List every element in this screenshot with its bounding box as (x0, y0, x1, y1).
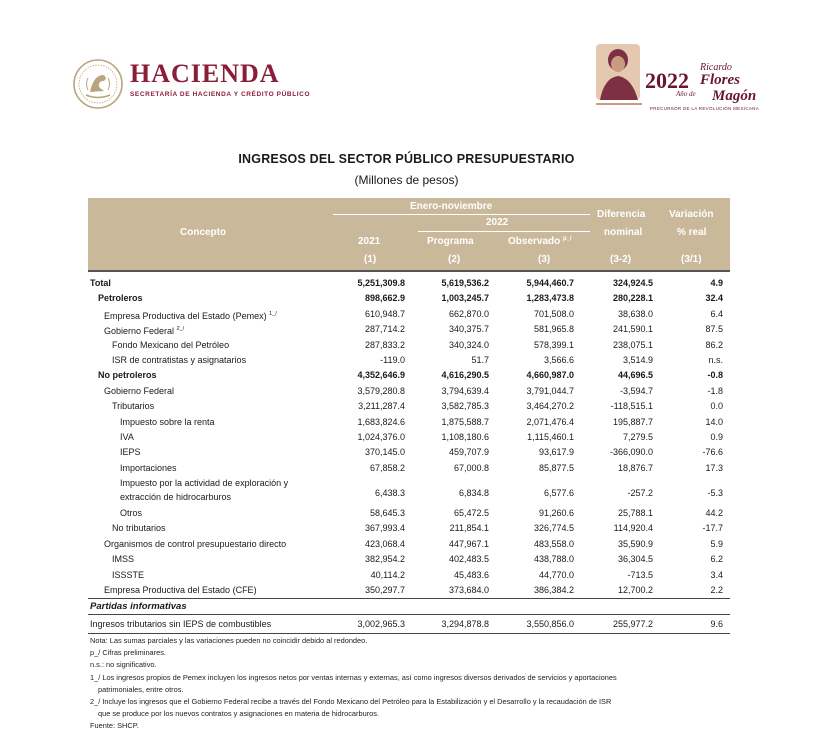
row-label-text: IEPS (120, 447, 141, 458)
anniversary-name-line3: Magón (712, 88, 757, 104)
cell-c5: n.s. (708, 354, 723, 365)
cell-c4: 44,696.5 (617, 370, 653, 381)
header-rule-2022 (418, 231, 590, 232)
cell-c4: 280,228.1 (612, 293, 653, 304)
row-label-text: Gobierno Federal (104, 385, 175, 396)
table-row (88, 291, 730, 306)
cell-c5: 6.4 (710, 308, 723, 319)
cell-c1: 6,438.3 (374, 488, 405, 499)
header-col1-num: (1) (364, 254, 377, 265)
cell-c1: 350,297.7 (364, 585, 405, 596)
cell-c3: 6,577.6 (543, 488, 574, 499)
header-col2-name: Programa (427, 236, 474, 247)
cell-c1: 898,662.9 (364, 293, 405, 304)
header-year-2022: 2022 (486, 217, 509, 228)
row-note: 2_/ (176, 326, 185, 333)
cell-c4: 241,590.1 (612, 324, 653, 335)
page-subtitle: (Millones de pesos) (354, 173, 459, 187)
row-label-text: Total (90, 278, 111, 288)
mexico-seal-logo (72, 58, 124, 110)
cell-c3: 2,071,476.4 (526, 416, 574, 427)
cell-c5: 87.5 (705, 324, 723, 335)
cell-c2: 3,582,785.3 (441, 401, 489, 412)
cell-c2: 3,294,878.8 (441, 619, 489, 630)
row-label-text: IMSS (112, 554, 135, 565)
cell-c5: 0.0 (710, 401, 723, 412)
table-row (88, 521, 730, 536)
row-label (104, 583, 257, 598)
cell-c1: 40,114.2 (370, 569, 405, 580)
cell-c3: 578,399.1 (533, 339, 574, 350)
table-row (88, 399, 730, 414)
cell-c4: 114,920.4 (613, 523, 653, 534)
row-label-text: IVA (120, 431, 134, 442)
row-note: 1_/ (269, 310, 277, 317)
header-col3-note: p_/ (563, 236, 572, 242)
row-label (120, 506, 142, 521)
cell-c3: 3,791,044.7 (526, 385, 574, 396)
cell-c1: 58,645.3 (369, 508, 405, 519)
row-label (112, 568, 144, 583)
cell-c3: 85,877.5 (538, 462, 574, 473)
header-col4-line2: nominal (604, 227, 643, 238)
header-col2-num: (2) (448, 254, 461, 265)
cell-c1: 370,145.0 (364, 447, 405, 458)
table-row (88, 476, 730, 506)
cell-c2: 211,854.1 (449, 523, 489, 534)
page-title: INGRESOS DEL SECTOR PÚBLICO PRESUPUESTARIO (238, 152, 575, 166)
row-label-text: Impuesto por la actividad de exploración y (120, 478, 289, 489)
footnote-not-significant: n.s.: no significativo. (90, 660, 157, 670)
cell-c5: -76.6 (702, 447, 723, 458)
cell-c3: 3,550,856.0 (526, 619, 574, 630)
row-label (112, 521, 166, 536)
row-label (98, 291, 143, 306)
cell-c5: 44.2 (705, 508, 723, 519)
table-row-info (88, 615, 730, 633)
cell-c4: -366,090.0 (609, 447, 653, 458)
cell-c4: 195,887.7 (612, 416, 653, 427)
cell-c5: 3.4 (710, 569, 723, 580)
cell-c1: 67,858.2 (369, 462, 405, 473)
cell-c3: 5,944,460.7 (526, 278, 574, 288)
cell-c3: 4,660,987.0 (526, 370, 574, 381)
row-label-text: Organismos de control presupuestario directo (104, 538, 287, 549)
header-col5-num: (3/1) (681, 254, 702, 265)
footnote-gobierno-federal: 2_/ Incluye los ingresos que el Gobierno Federal recibe a través del Fondo Mexicano del Petróleo para la Estabilización y el Desarrollo y la recaudación de ISR (90, 697, 612, 707)
footnote-pemex: 1_/ Los ingresos propios de Pemex incluyen los ingresos netos por ventas internas y externas, así como ingresos diversos derivados de servicios y aportaciones (90, 672, 617, 682)
section-label: Partidas informativas (90, 601, 187, 613)
row-label-text: Importaciones (120, 462, 177, 473)
cell-c1: 610,948.7 (364, 308, 405, 319)
cell-c4: 3,514.9 (622, 354, 653, 365)
cell-c4: 238,075.1 (612, 339, 653, 350)
row-label (112, 338, 229, 353)
cell-c4: -118,515.1 (610, 401, 653, 412)
cell-c5: 0.9 (710, 431, 723, 442)
cell-c3: 581,965.8 (533, 324, 574, 335)
table-header (88, 198, 730, 270)
row-label-text: Impuesto sobre la renta (120, 416, 215, 427)
cell-c3: 3,464,270.2 (526, 401, 574, 412)
cell-c2: 402,483.5 (448, 554, 489, 565)
cell-c3: 701,508.0 (533, 308, 574, 319)
cell-c5: -0.8 (707, 370, 723, 381)
footnotes (90, 635, 730, 733)
cell-c3: 386,384.2 (533, 585, 574, 596)
footnote-source: Fuente: SHCP. (90, 721, 139, 731)
cell-c5: -5.3 (707, 488, 723, 499)
anniversary-name-line2: Flores (700, 72, 741, 88)
cell-c1: 367,993.4 (364, 523, 405, 534)
header-divider (88, 270, 730, 272)
anniversary-year-of: Año de (676, 90, 696, 98)
cell-c5: -1.8 (707, 385, 723, 396)
revenue-table (88, 198, 730, 630)
cell-c3: 438,788.0 (533, 554, 574, 565)
cell-c1: 287,833.2 (364, 339, 405, 350)
row-label-text: No tributarios (112, 523, 166, 534)
cell-c1: 382,954.2 (364, 554, 405, 565)
footnote-preliminary: p_/ Cifras preliminares. (90, 648, 166, 658)
row-label (120, 415, 215, 430)
cell-c5: 5.9 (710, 538, 723, 549)
row-label: Ingresos tributarios sin IEPS de combustibles (90, 619, 272, 630)
cell-c4: 35,590.9 (617, 538, 653, 549)
row-label-text: ISR de contratistas y asignatarios (112, 354, 247, 365)
table-row (88, 276, 730, 291)
header-col4-line1: Diferencia (597, 209, 646, 220)
cell-c3: 91,260.6 (538, 508, 574, 519)
table-row (88, 353, 730, 368)
anniversary-year: 2022 (645, 68, 689, 93)
row-label (104, 384, 174, 399)
cell-c4: 18,876.7 (617, 462, 653, 473)
header-col4-num: (3-2) (610, 254, 632, 265)
table-row (88, 461, 730, 476)
row-label-text: Gobierno Federal (104, 326, 175, 337)
table-body (88, 276, 730, 634)
cell-c4: 255,977.2 (612, 619, 653, 630)
row-label-text: Petroleros (98, 293, 143, 304)
header-rule-period (333, 214, 590, 215)
row-label (98, 368, 157, 383)
cell-c4: -713.5 (627, 569, 653, 580)
cell-c2: 1,003,245.7 (441, 293, 489, 304)
cell-c1: -119.0 (380, 354, 405, 365)
header-period: Enero-noviembre (410, 201, 493, 212)
cell-c4: 25,788.1 (617, 508, 653, 519)
row-label (120, 461, 177, 476)
row-label (112, 552, 134, 567)
cell-c2: 4,616,290.5 (441, 370, 489, 381)
table-row (88, 307, 730, 322)
cell-c5: 32.4 (705, 293, 723, 304)
cell-c5: 4.9 (710, 278, 723, 288)
cell-c1: 3,579,280.8 (357, 385, 405, 396)
header-col1-year: 2021 (358, 236, 381, 247)
cell-c2: 45,483.6 (453, 569, 489, 580)
cell-c5: 6.2 (710, 554, 723, 565)
cell-c2: 67,000.8 (453, 462, 489, 473)
cell-c4: 38,638.0 (617, 308, 653, 319)
table-row (88, 338, 730, 353)
cell-c1: 423,068.4 (364, 538, 405, 549)
table-row (88, 568, 730, 583)
row-label-text: Fondo Mexicano del Petróleo (112, 339, 230, 350)
header-concepto: Concepto (180, 227, 227, 238)
cell-c1: 3,002,965.3 (357, 619, 405, 630)
table-row (88, 322, 730, 337)
anniversary-tagline: PRECURSOR DE LA REVOLUCIÓN MEXICANA (650, 106, 760, 111)
cell-c2: 373,684.0 (448, 585, 489, 596)
cell-c4: -257.2 (627, 488, 653, 499)
cell-c2: 65,472.5 (453, 508, 489, 519)
cell-c4: 324,924.5 (612, 278, 653, 288)
cell-c4: 7,279.5 (622, 431, 653, 442)
footnote-rounding: Nota: Las sumas parciales y las variaciones pueden no coincidir debido al redondeo. (90, 636, 368, 645)
cell-c5: 9.6 (710, 619, 723, 630)
row-label (112, 353, 246, 368)
row-label (120, 430, 134, 445)
cell-c2: 5,619,536.2 (441, 278, 489, 288)
cell-c2: 340,324.0 (448, 339, 489, 350)
row-label-text: Empresa Productiva del Estado (Pemex) (104, 310, 267, 321)
cell-c5: -17.7 (702, 523, 723, 534)
cell-c1: 4,352,646.9 (357, 370, 405, 381)
table-row (88, 415, 730, 430)
cell-c5: 2.2 (710, 585, 723, 596)
header-col5-line2: % real (677, 227, 707, 238)
cell-c3: 3,566.6 (543, 354, 574, 365)
table-row (88, 445, 730, 460)
table-row (88, 368, 730, 383)
row-label (104, 537, 286, 552)
cell-c3: 326,774.5 (533, 523, 574, 534)
cell-c3: 44,770.0 (538, 569, 574, 580)
table-row (88, 384, 730, 399)
cell-c2: 1,108,180.6 (441, 431, 489, 442)
brand-name: HACIENDA (130, 59, 280, 88)
cell-c2: 3,794,639.4 (441, 385, 489, 396)
cell-c2: 459,707.9 (448, 447, 489, 458)
table-row (88, 506, 730, 521)
cell-c2: 51.7 (471, 354, 489, 365)
cell-c4: -3,594.7 (619, 385, 653, 396)
anniversary-name-line1: Ricardo (700, 62, 732, 73)
cell-c1: 1,683,824.6 (357, 416, 405, 427)
header-col3-name: Observado $^{p\_/}$ (508, 236, 572, 247)
brand-subtitle: SECRETARÍA DE HACIENDA Y CRÉDITO PÚBLICO (130, 91, 311, 98)
cell-c1: 287,714.2 (364, 324, 405, 335)
cell-c1: 5,251,309.8 (357, 278, 405, 288)
cell-c3: 93,617.9 (538, 447, 574, 458)
footnote-pemex-cont: patrimoniales, entre otros. (98, 684, 184, 694)
cell-c2: 447,967.1 (448, 538, 489, 549)
cell-c3: 483,558.0 (533, 538, 574, 549)
row-label-text: No petroleros (98, 370, 157, 381)
cell-c1: 1,024,376.0 (357, 431, 405, 442)
row-label (112, 399, 154, 414)
row-label (120, 476, 288, 504)
table-row (88, 583, 730, 598)
cell-c2: 6,834.8 (458, 488, 489, 499)
row-label (90, 276, 111, 291)
table-row (88, 537, 730, 552)
cell-c3: 1,283,473.8 (526, 293, 574, 304)
cell-c2: 662,870.0 (448, 308, 489, 319)
row-label-text-cont: extracción de hidrocarburos (120, 492, 232, 503)
row-label-text: Otros (120, 508, 143, 519)
cell-c5: 86.2 (705, 339, 723, 350)
row-label-text: Empresa Productiva del Estado (CFE) (104, 585, 257, 596)
cell-c3: 1,115,460.1 (527, 431, 574, 442)
header-col3-num: (3) (538, 254, 551, 265)
cell-c5: 14.0 (705, 416, 723, 427)
table-row (88, 552, 730, 567)
cell-c5: 17.3 (705, 462, 723, 473)
row-label (120, 445, 141, 460)
cell-c2: 340,375.7 (448, 324, 489, 335)
row-label-text: Tributarios (112, 401, 155, 412)
table-row (88, 430, 730, 445)
row-label-text: ISSSTE (112, 569, 145, 580)
cell-c2: 1,875,588.7 (441, 416, 489, 427)
footnote-gobierno-federal-cont: que se produce por los nuevos contratos y asignaciones en materia de hidrocarburos. (98, 709, 380, 719)
brand-block (130, 60, 310, 98)
header-col5-line1: Variación (669, 209, 714, 220)
cell-c1: 3,211,287.4 (358, 401, 405, 412)
cell-c4: 36,304.5 (617, 554, 653, 565)
cell-c4: 12,700.2 (617, 585, 653, 596)
